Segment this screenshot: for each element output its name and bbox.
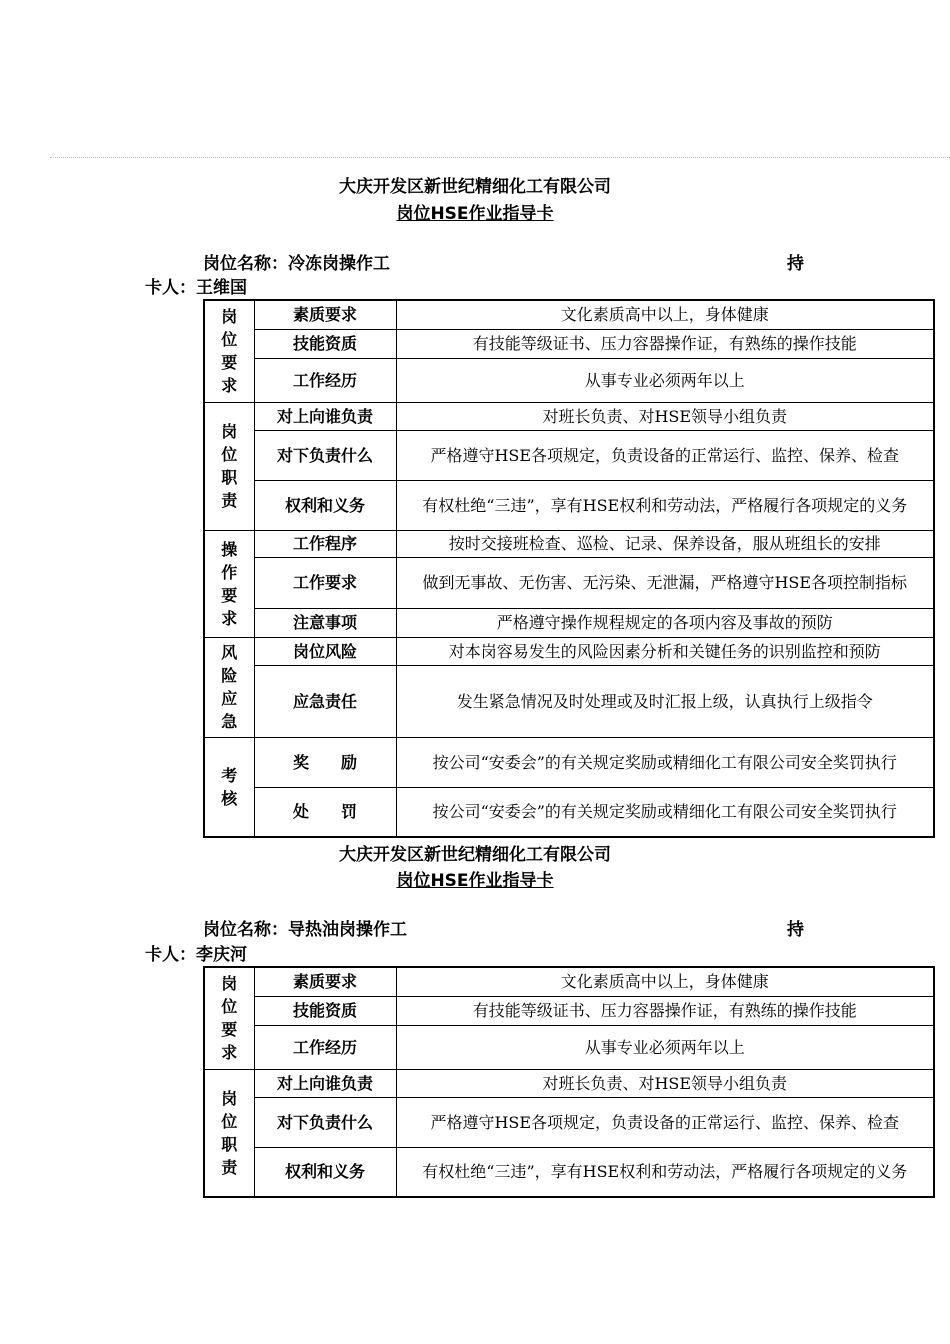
table-row [204,665,934,737]
row-label: 工作程序 [254,530,396,557]
row-label: 工作经历 [254,358,396,402]
row-value: 严格遵守HSE各项规定，负责设备的正常运行、监控、保养、检查 [396,1097,934,1147]
row-value: 文化素质高中以上，身体健康 [396,300,934,329]
row-value: 按公司“安委会”的有关规定奖励或精细化工有限公司安全奖罚执行 [396,737,934,787]
holder-label-char: 持 [787,254,804,274]
category-post-requirements: 岗 位 要 求 [204,967,254,1069]
company-name: 大庆开发区新世纪精细化工有限公司 [339,845,611,865]
row-label: 注意事项 [254,608,396,637]
row-label: 技能资质 [254,996,396,1025]
row-value: 严格遵守HSE各项规定，负责设备的正常运行、监控、保养、检查 [396,430,934,480]
row-label: 工作要求 [254,557,396,608]
row-value: 从事专业必须两年以上 [396,1025,934,1069]
table-row [204,1097,934,1147]
row-value: 严格遵守操作规程规定的各项内容及事故的预防 [396,608,934,637]
hse-table [203,299,935,838]
row-value: 按公司“安委会”的有关规定奖励或精细化工有限公司安全奖罚执行 [396,787,934,837]
table-row [204,402,934,430]
row-value: 对班长负责、对HSE领导小组负责 [396,1069,934,1097]
category-post-duties: 岗 位 职 责 [204,1069,254,1197]
table-row [204,1147,934,1197]
table-row [204,1025,934,1069]
row-label: 对上向谁负责 [254,1069,396,1097]
post-name: 冷冻岗操作工 [288,254,390,274]
row-value: 做到无事故、无伤害、无污染、无泄漏，严格遵守HSE各项控制指标 [396,557,934,608]
post-name-line [203,919,943,941]
row-value: 文化素质高中以上，身体健康 [396,967,934,996]
row-label: 奖 励 [254,737,396,787]
table-row [204,608,934,637]
row-value: 有权杜绝“三违”，享有HSE权利和劳动法，严格履行各项规定的义务 [396,1147,934,1197]
row-label: 应急责任 [254,665,396,737]
card-holder: 卡人：李庆河 [145,945,247,965]
card-holder: 卡人：王维国 [145,278,247,298]
row-label: 权利和义务 [254,1147,396,1197]
category-assessment: 考 核 [204,737,254,837]
category-post-duties: 岗 位 职 责 [204,402,254,530]
table-row [204,1069,934,1097]
row-label: 权利和义务 [254,480,396,530]
row-label: 工作经历 [254,1025,396,1069]
post-label: 岗位名称： [203,920,288,940]
category-post-requirements: 岗 位 要 求 [204,300,254,402]
table-row [204,557,934,608]
table-row [204,787,934,837]
row-value: 按时交接班检查、巡检、记录、保养设备，服从班组长的安排 [396,530,934,557]
category-operation-requirements: 操 作 要 求 [204,530,254,637]
row-value: 有技能等级证书、压力容器操作证，有熟练的操作技能 [396,329,934,358]
post-name-line [203,253,943,275]
table-row [204,430,934,480]
card-title: 岗位HSE作业指导卡 [396,204,554,224]
table-row [204,737,934,787]
row-value: 对本岗容易发生的风险因素分析和关键任务的识别监控和预防 [396,637,934,665]
row-label: 对下负责什么 [254,1097,396,1147]
table-row [204,637,934,665]
holder-label-char: 持 [787,920,804,940]
hse-table [203,966,935,1198]
row-label: 对上向谁负责 [254,402,396,430]
company-name: 大庆开发区新世纪精细化工有限公司 [339,177,611,197]
page-separator [50,157,950,158]
post-label: 岗位名称： [203,254,288,274]
row-label: 素质要求 [254,967,396,996]
row-value: 对班长负责、对HSE领导小组负责 [396,402,934,430]
row-label: 技能资质 [254,329,396,358]
table-row [204,329,934,358]
row-value: 有权杜绝“三违”，享有HSE权利和劳动法，严格履行各项规定的义务 [396,480,934,530]
row-label: 对下负责什么 [254,430,396,480]
table-row [204,967,934,996]
table-row [204,300,934,329]
row-value: 从事专业必须两年以上 [396,358,934,402]
card-title: 岗位HSE作业指导卡 [396,871,554,891]
row-label: 素质要求 [254,300,396,329]
category-risk-emergency: 风 险 应 急 [204,637,254,737]
post-name: 导热油岗操作工 [288,920,407,940]
row-value: 有技能等级证书、压力容器操作证，有熟练的操作技能 [396,996,934,1025]
table-row [204,996,934,1025]
row-value: 发生紧急情况及时处理或及时汇报上级，认真执行上级指令 [396,665,934,737]
table-row [204,358,934,402]
table-row [204,480,934,530]
row-label: 岗位风险 [254,637,396,665]
table-row [204,530,934,557]
row-label: 处 罚 [254,787,396,837]
